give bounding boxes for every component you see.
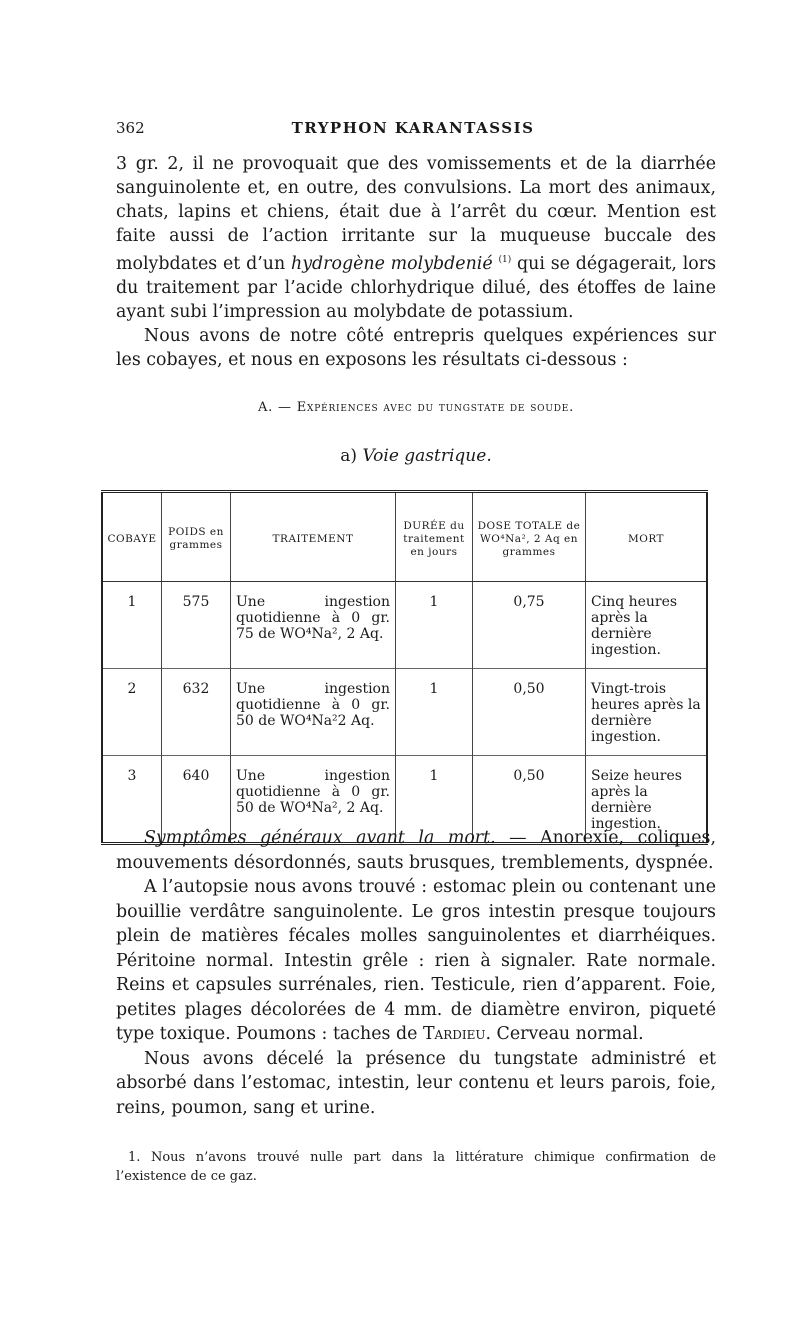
header-traitement: TRAITEMENT bbox=[231, 492, 396, 582]
subsection-title: a) Voie gastrique. bbox=[340, 446, 492, 466]
italic-term: hydrogène molybdenié bbox=[291, 253, 493, 274]
table-row: 2 632 Une ingestion quotidienne à 0 gr. 50 de WO⁴Na²2 Aq. 1 0,50 Vingt-trois heures après la dernière ingestion. bbox=[102, 669, 707, 756]
experiment-table bbox=[101, 490, 708, 845]
symptoms-paragraph: Symptômes généraux avant la mort. — Anorexie, coliques, mouvements désordonnés, sauts brusques, tremblements, dyspnée. bbox=[116, 828, 716, 873]
page-number: 362 bbox=[116, 119, 145, 137]
table-header-row bbox=[102, 492, 707, 582]
header-dose: DOSE TOTALE de WO⁴Na², 2 Aq en grammes bbox=[473, 492, 586, 582]
footnote-text: 1. Nous n’avons trouvé nulle part dans la littérature chimique confirmation de l’existence de ce gaz. bbox=[116, 1150, 716, 1184]
intro-text bbox=[116, 152, 716, 372]
presence-paragraph: Nous avons décelé la présence du tungstate administré et absorbé dans l’estomac, intestin, leur contenu et leurs parois, foie, reins, poumon, sang et urine. bbox=[116, 1048, 716, 1118]
intro-paragraph-2: Nous avons de notre côté entrepris quelques expériences sur les cobayes, et nous en exposons les résultats ci-dessous : bbox=[116, 325, 716, 370]
symptoms-label: Symptômes généraux avant la mort. bbox=[144, 828, 496, 848]
header-cobaye: COBAYE bbox=[102, 492, 162, 582]
table-row: 1 575 Une ingestion quotidienne à 0 gr. 75 de WO⁴Na², 2 Aq. 1 0,75 Cinq heures après la dernière ingestion. bbox=[102, 582, 707, 669]
running-title: TRYPHON KARANTASSIS bbox=[291, 119, 535, 137]
author-name: Tardieu bbox=[422, 1024, 486, 1044]
table-row: 3 640 Une ingestion quotidienne à 0 gr. 50 de WO⁴Na², 2 Aq. 1 0,50 Seize heures après la dernière ingestion. bbox=[102, 756, 707, 844]
header-duree: DURÉE du traitement en jours bbox=[396, 492, 473, 582]
intro-paragraph-1: 3 gr. 2, il ne provoquait que des vomissements et de la diarrhée sanguinolente et, en outre, des convulsions. La mort des animaux, chats, lapins et chiens, était due à l’arrêt du cœur. Mention est faite aussi de l’action irritante sur la muqueuse buccale des molybdates et d’un hydrogène molybdenié $^{(1)}$ qui se dégagerait, lors du traitement par l’acide chlorhydrique dilué, des étoffes de laine ayant subi l’impression au molybdate de potassium. bbox=[116, 154, 716, 322]
header-poids: POIDS en grammes bbox=[162, 492, 231, 582]
autopsy-paragraph: A l’autopsie nous avons trouvé : estomac plein ou contenant une bouillie verdâtre sanguinolente. Le gros intestin presque toujours plein de matières fécales molles sanguinolentes et diarrhéiques. Péritoine normal. Intestin grêle : rien à signaler. Rate normale. Reins et capsules surrénales, rien. Testicule, rien d’apparent. Foie, petites plages décolorées de 4 mm. de diamètre environ, piqueté type toxique. Poumons : taches de Tardieu. Cerveau normal. bbox=[116, 877, 716, 1044]
page-header bbox=[116, 119, 710, 141]
header-mort: MORT bbox=[586, 492, 708, 582]
footnote bbox=[116, 1148, 716, 1186]
results-text bbox=[116, 826, 716, 1120]
footnote-ref: (1) bbox=[498, 255, 512, 265]
section-title: A. — Expériences avec du tungstate de soude. bbox=[257, 400, 575, 415]
